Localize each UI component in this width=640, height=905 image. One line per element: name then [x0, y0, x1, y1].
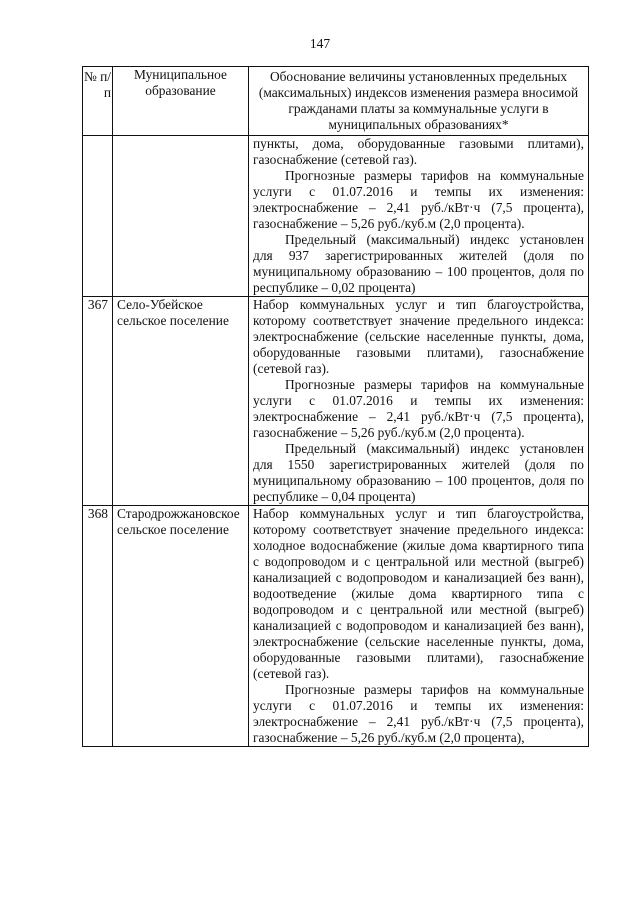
- table-row: [83, 136, 589, 297]
- basis-paragraph: Прогнозные размеры тарифов на коммунальные услуги с 01.07.2016 и темпы их изменения: электроснабжение – 2,41 руб./кВт·ч (7,5 процента), газоснабжение – 5,26 руб./куб.м (2,0 процента).: [253, 168, 584, 231]
- row-basis: [249, 136, 589, 297]
- table-row: [83, 297, 589, 506]
- basis-paragraph: Набор коммунальных услуг и тип благоустройства, которому соответствует значение предельного индекса: холодное водоснабжение (жилые дома квартирного типа с водопроводом и с центральной или местной (выгреб) канализацией с водопроводом и канализацией без ванн), водоотведение (жилые дома квартирного типа с водопроводом и с центральной или местной (выгреб) канализацией с водопроводом и канализацией без ванн), электроснабжение (сельские населенные пункты, дома, оборудованные газовыми плитами), газоснабжение (сетевой газ).: [253, 506, 584, 681]
- row-basis: [249, 506, 589, 747]
- header-number: № п/п: [83, 67, 113, 136]
- basis-paragraph: пункты, дома, оборудованные газовыми плитами), газоснабжение (сетевой газ).: [253, 136, 584, 167]
- basis-paragraph: Предельный (максимальный) индекс установлен для 1550 зарегистрированных жителей (доля по муниципальному образованию – 100 процентов, доля по республике – 0,04 процента): [253, 441, 584, 504]
- table-row: [83, 506, 589, 747]
- row-number: [83, 136, 113, 297]
- basis-paragraph: Предельный (максимальный) индекс установлен для 937 зарегистрированных жителей (доля по муниципальному образованию – 100 процентов, доля по республике – 0,02 процента): [253, 232, 584, 295]
- row-basis: [249, 297, 589, 506]
- row-number: 368: [83, 506, 113, 747]
- header-basis: Обоснование величины установленных предельных (максимальных) индексов изменения размера вносимой гражданами платы за коммунальные услуги в муниципальных образованиях*: [249, 67, 589, 136]
- page-number: 147: [309, 36, 331, 51]
- row-number: 367: [83, 297, 113, 506]
- tariff-table: [82, 66, 589, 747]
- row-municipality: Село-Убейское сельское поселение: [113, 297, 249, 506]
- table-header-row: [83, 67, 589, 136]
- basis-paragraph: Набор коммунальных услуг и тип благоустройства, которому соответствует значение предельного индекса: электроснабжение (сельские населенные пункты, дома, оборудованные газовыми плитами), газоснабжение (сетевой газ).: [253, 297, 584, 376]
- header-municipality: Муниципальное образование: [113, 67, 249, 136]
- row-municipality: [113, 136, 249, 297]
- basis-paragraph: Прогнозные размеры тарифов на коммунальные услуги с 01.07.2016 и темпы их изменения: электроснабжение – 2,41 руб./кВт·ч (7,5 процента), газоснабжение – 5,26 руб./куб.м (2,0 процента).: [253, 377, 584, 440]
- basis-paragraph: Прогнозные размеры тарифов на коммунальные услуги с 01.07.2016 и темпы их изменения: электроснабжение – 2,41 руб./кВт·ч (7,5 процента), газоснабжение – 5,26 руб./куб.м (2,0 процента),: [253, 682, 584, 745]
- row-municipality: Стародрожжановское сельское поселение: [113, 506, 249, 747]
